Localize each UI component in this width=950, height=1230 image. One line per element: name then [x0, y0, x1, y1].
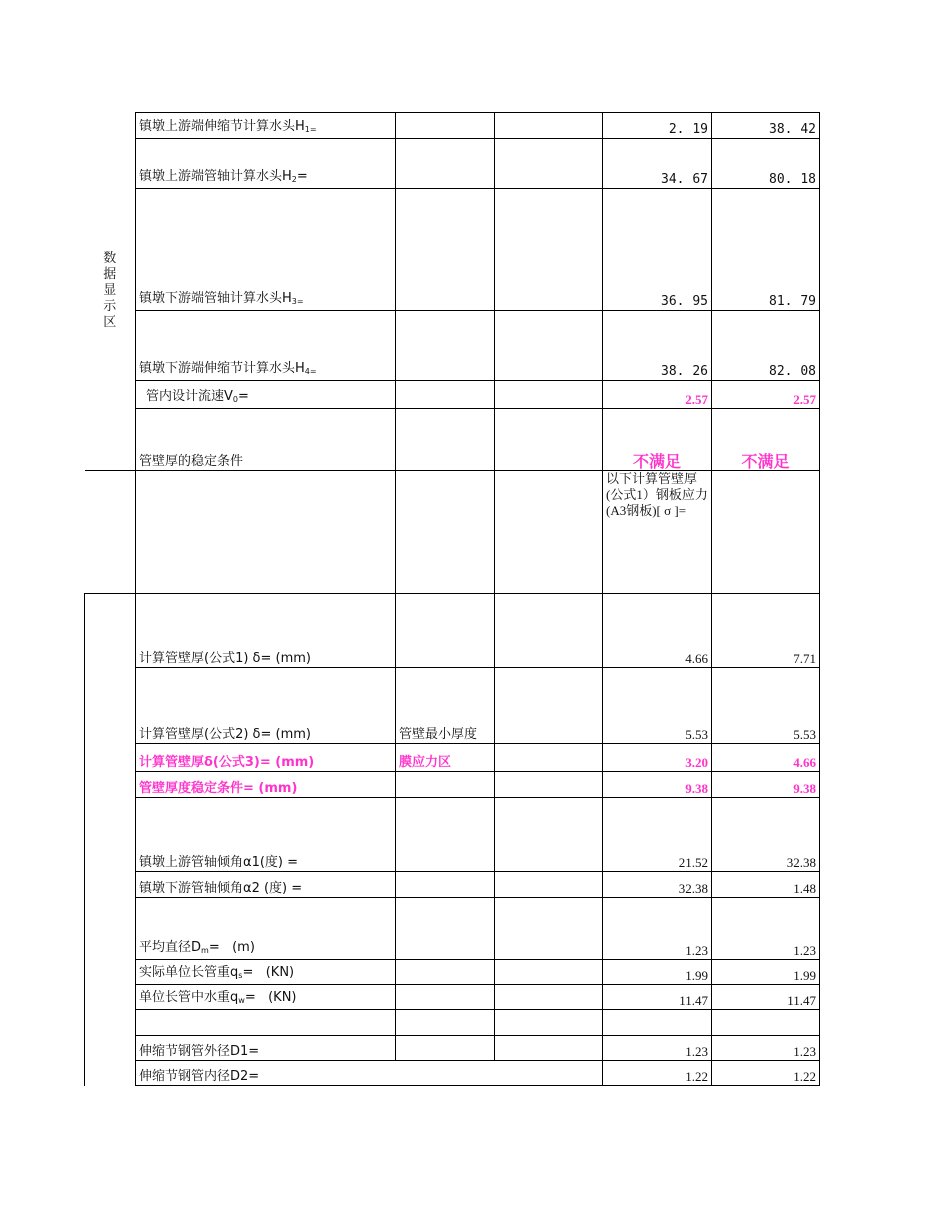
cell-empty[interactable]	[396, 113, 495, 139]
cell-empty[interactable]	[495, 772, 603, 798]
value-water-weight-a[interactable]: 11.47	[603, 985, 712, 1010]
cell-empty[interactable]	[712, 471, 820, 594]
label-membrane-zone[interactable]: 膜应力区	[396, 744, 495, 772]
value-mean-diameter-b[interactable]: 1.23	[712, 898, 820, 960]
label-thickness-2[interactable]: 计算管壁厚(公式2) δ= (mm)	[136, 668, 396, 744]
value-pipe-weight-a[interactable]: 1.99	[603, 960, 712, 985]
row-angle-2	[85, 872, 820, 898]
cell-empty[interactable]	[495, 1036, 603, 1061]
value-stability-a[interactable]: 不满足	[603, 409, 712, 471]
cell-empty[interactable]	[712, 1010, 820, 1036]
side-blank-2	[85, 594, 136, 1086]
cell-blank	[85, 471, 136, 594]
cell-empty[interactable]	[495, 471, 603, 594]
value-thickness-3-b[interactable]: 4.66	[712, 744, 820, 772]
cell-empty[interactable]	[495, 139, 603, 189]
cell-empty[interactable]	[396, 594, 495, 668]
cell-empty[interactable]	[495, 381, 603, 409]
label-outer-diameter[interactable]: 伸缩节钢管外径D1=	[136, 1036, 396, 1061]
note-steel-stress[interactable]: 以下计算管壁厚(公式1）钢板应力(A3钢板)[ σ ]=	[603, 471, 712, 594]
cell-empty[interactable]	[396, 409, 495, 471]
value-outer-diameter-a[interactable]: 1.23	[603, 1036, 712, 1061]
value-h3-b[interactable]: 81. 79	[712, 189, 820, 311]
row-thickness-stability	[85, 772, 820, 798]
cell-empty[interactable]	[495, 409, 603, 471]
cell-empty[interactable]	[396, 189, 495, 311]
row-thickness-2	[85, 668, 820, 744]
cell-empty[interactable]	[396, 960, 495, 985]
cell-empty[interactable]	[136, 1010, 396, 1036]
label-h1[interactable]: 镇墩上游端伸缩节计算水头$H_{1=}$	[136, 113, 396, 139]
value-thickness-1-b[interactable]: 7.71	[712, 594, 820, 668]
cell-empty[interactable]	[396, 381, 495, 409]
calc-sheet	[84, 112, 820, 1086]
cell-empty[interactable]	[396, 1036, 495, 1061]
value-thickness-stability-b[interactable]: 9.38	[712, 772, 820, 798]
row-thickness-3	[85, 744, 820, 772]
cell-empty[interactable]	[495, 985, 603, 1010]
label-thickness-stability[interactable]: 管壁厚度稳定条件= (mm)	[136, 772, 396, 798]
value-thickness-2-b[interactable]: 5.53	[712, 668, 820, 744]
label-water-weight[interactable]: 单位长管中水重$q_w= (KN)$	[136, 985, 396, 1010]
value-angle-1-a[interactable]: 21.52	[603, 798, 712, 872]
cell-empty[interactable]	[495, 798, 603, 872]
label-pipe-weight[interactable]: 实际单位长管重$q_s= (KN)$	[136, 960, 396, 985]
cell-empty[interactable]	[396, 311, 495, 381]
cell-empty[interactable]	[495, 311, 603, 381]
row-thickness-1	[85, 594, 820, 668]
row-pipe-weight	[85, 960, 820, 985]
value-h2-a[interactable]: 34. 67	[603, 139, 712, 189]
label-stability[interactable]: 管壁厚的稳定条件	[136, 409, 396, 471]
row-note	[85, 471, 820, 594]
cell-empty[interactable]	[603, 1010, 712, 1036]
cell-empty[interactable]	[396, 1010, 495, 1036]
cell-empty[interactable]	[495, 594, 603, 668]
value-h2-b[interactable]: 80. 18	[712, 139, 820, 189]
value-h3-a[interactable]: 36. 95	[603, 189, 712, 311]
value-thickness-1-a[interactable]: 4.66	[603, 594, 712, 668]
cell-empty[interactable]	[495, 189, 603, 311]
value-inner-diameter-a[interactable]: 1.22	[603, 1061, 712, 1086]
row-angle-1	[85, 798, 820, 872]
label-thickness-1[interactable]: 计算管壁厚(公式1) δ= (mm)	[136, 594, 396, 668]
label-mean-diameter[interactable]: 平均直径$D_m= (m)$	[136, 898, 396, 960]
row-empty	[85, 1010, 820, 1036]
label-h3[interactable]: 镇墩下游端管轴计算水头$H_{3=}$	[136, 189, 396, 311]
cell-empty[interactable]	[136, 471, 396, 594]
side-label-data-display: 数 据 显 示 区	[85, 113, 136, 471]
row-mean-diameter	[85, 898, 820, 960]
value-water-weight-b[interactable]: 11.47	[712, 985, 820, 1010]
value-angle-2-a[interactable]: 32.38	[603, 872, 712, 898]
label-h4[interactable]: 镇墩下游端伸缩节计算水头$H_{4=}$	[136, 311, 396, 381]
cell-empty[interactable]	[396, 471, 495, 594]
cell-empty[interactable]	[495, 668, 603, 744]
row-inner-diameter	[85, 1061, 820, 1086]
cell-empty[interactable]	[495, 872, 603, 898]
value-mean-diameter-a[interactable]: 1.23	[603, 898, 712, 960]
row-stability	[85, 409, 820, 471]
value-h4-a[interactable]: 38. 26	[603, 311, 712, 381]
value-thickness-3-a[interactable]: 3.20	[603, 744, 712, 772]
value-outer-diameter-b[interactable]: 1.23	[712, 1036, 820, 1061]
value-stability-b[interactable]: 不满足	[712, 409, 820, 471]
cell-empty[interactable]	[495, 744, 603, 772]
label-thickness-3[interactable]: 计算管壁厚δ(公式3)= (mm)	[136, 744, 396, 772]
label-v0[interactable]: 管内设计流速$V_0=$	[136, 381, 396, 409]
label-h2[interactable]: 镇墩上游端管轴计算水头$H_2=$	[136, 139, 396, 189]
value-h1-a[interactable]: 2. 19	[603, 113, 712, 139]
label-angle-1[interactable]: 镇墩上游管轴倾角α1(度) =	[136, 798, 396, 872]
value-thickness-2-a[interactable]: 5.53	[603, 668, 712, 744]
cell-empty[interactable]	[495, 1010, 603, 1036]
value-h4-b[interactable]: 82. 08	[712, 311, 820, 381]
value-v0-b[interactable]: 2.57	[712, 381, 820, 409]
row-h2	[85, 139, 820, 189]
label-inner-diameter[interactable]: 伸缩节钢管内径D2=	[136, 1061, 603, 1086]
value-h1-b[interactable]: 38. 42	[712, 113, 820, 139]
row-h4	[85, 311, 820, 381]
cell-empty[interactable]	[495, 113, 603, 139]
cell-empty[interactable]	[396, 798, 495, 872]
label-angle-2[interactable]: 镇墩下游管轴倾角α2 (度) =	[136, 872, 396, 898]
cell-empty[interactable]	[396, 139, 495, 189]
cell-empty[interactable]	[396, 985, 495, 1010]
cell-empty[interactable]	[495, 898, 603, 960]
label-min-thickness[interactable]: 管壁最小厚度	[396, 668, 495, 744]
cell-empty[interactable]	[396, 898, 495, 960]
cell-empty[interactable]	[396, 772, 495, 798]
row-outer-diameter	[85, 1036, 820, 1061]
row-v0	[85, 381, 820, 409]
value-thickness-stability-a[interactable]: 9.38	[603, 772, 712, 798]
value-angle-1-b[interactable]: 32.38	[712, 798, 820, 872]
cell-empty[interactable]	[396, 872, 495, 898]
row-h3	[85, 189, 820, 311]
row-h1	[85, 113, 820, 139]
value-pipe-weight-b[interactable]: 1.99	[712, 960, 820, 985]
value-angle-2-b[interactable]: 1.48	[712, 872, 820, 898]
value-v0-a[interactable]: 2.57	[603, 381, 712, 409]
row-water-weight	[85, 985, 820, 1010]
value-inner-diameter-b[interactable]: 1.22	[712, 1061, 820, 1086]
cell-empty[interactable]	[495, 960, 603, 985]
